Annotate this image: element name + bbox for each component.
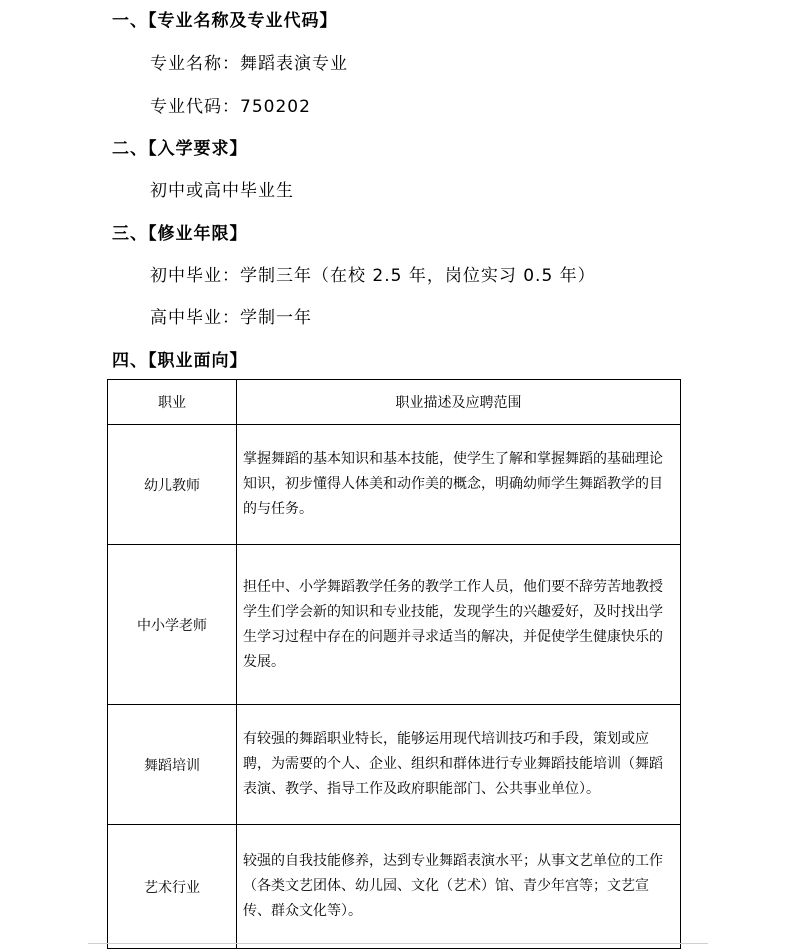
major-name: 专业名称：舞蹈表演专业 (150, 54, 348, 74)
page-bottom-divider (88, 943, 708, 944)
table-row (108, 705, 681, 825)
job-description: 较强的自我技能修养，达到专业舞蹈表演水平；从事文艺单位的工作（各类文艺团体、幼儿园、文化（艺术）馆、青少年宫等；文艺宣传、群众文化等）。 (237, 825, 681, 949)
table-row (108, 545, 681, 705)
table-row (108, 825, 681, 949)
section-heading-career: 四、【职业面向】 (112, 351, 248, 371)
job-name: 中小学老师 (108, 545, 237, 705)
job-name: 舞蹈培训 (108, 705, 237, 825)
duration-junior: 初中毕业：学制三年（在校 2.5 年，岗位实习 0.5 年） (150, 266, 596, 286)
job-name: 艺术行业 (108, 825, 237, 949)
header-job: 职业 (108, 380, 237, 425)
duration-senior: 高中毕业：学制一年 (150, 308, 312, 328)
major-code: 专业代码：750202 (150, 97, 311, 117)
section-heading-admission: 二、【入学要求】 (112, 139, 248, 159)
section-heading-duration: 三、【修业年限】 (112, 224, 248, 244)
header-description: 职业描述及应聘范围 (237, 380, 681, 425)
table-header-row (108, 380, 681, 425)
job-description: 担任中、小学舞蹈教学任务的教学工作人员，他们要不辞劳苦地教授学生们学会新的知识和专业技能，发现学生的兴趣爱好，及时找出学生学习过程中存在的问题并寻求适当的解决，并促使学生健康快乐的发展。 (237, 545, 681, 705)
job-name: 幼儿教师 (108, 425, 237, 545)
career-table (107, 379, 681, 949)
table-row (108, 425, 681, 545)
job-description: 掌握舞蹈的基本知识和基本技能，使学生了解和掌握舞蹈的基础理论知识，初步懂得人体美和动作美的概念，明确幼师学生舞蹈教学的目的与任务。 (237, 425, 681, 545)
job-description: 有较强的舞蹈职业特长，能够运用现代培训技巧和手段，策划或应聘，为需要的个人、企业、组织和群体进行专业舞蹈技能培训（舞蹈表演、教学、指导工作及政府职能部门、公共事业单位）。 (237, 705, 681, 825)
section-heading-major: 一、【专业名称及专业代码】 (112, 11, 338, 31)
admission-requirement: 初中或高中毕业生 (150, 181, 294, 201)
